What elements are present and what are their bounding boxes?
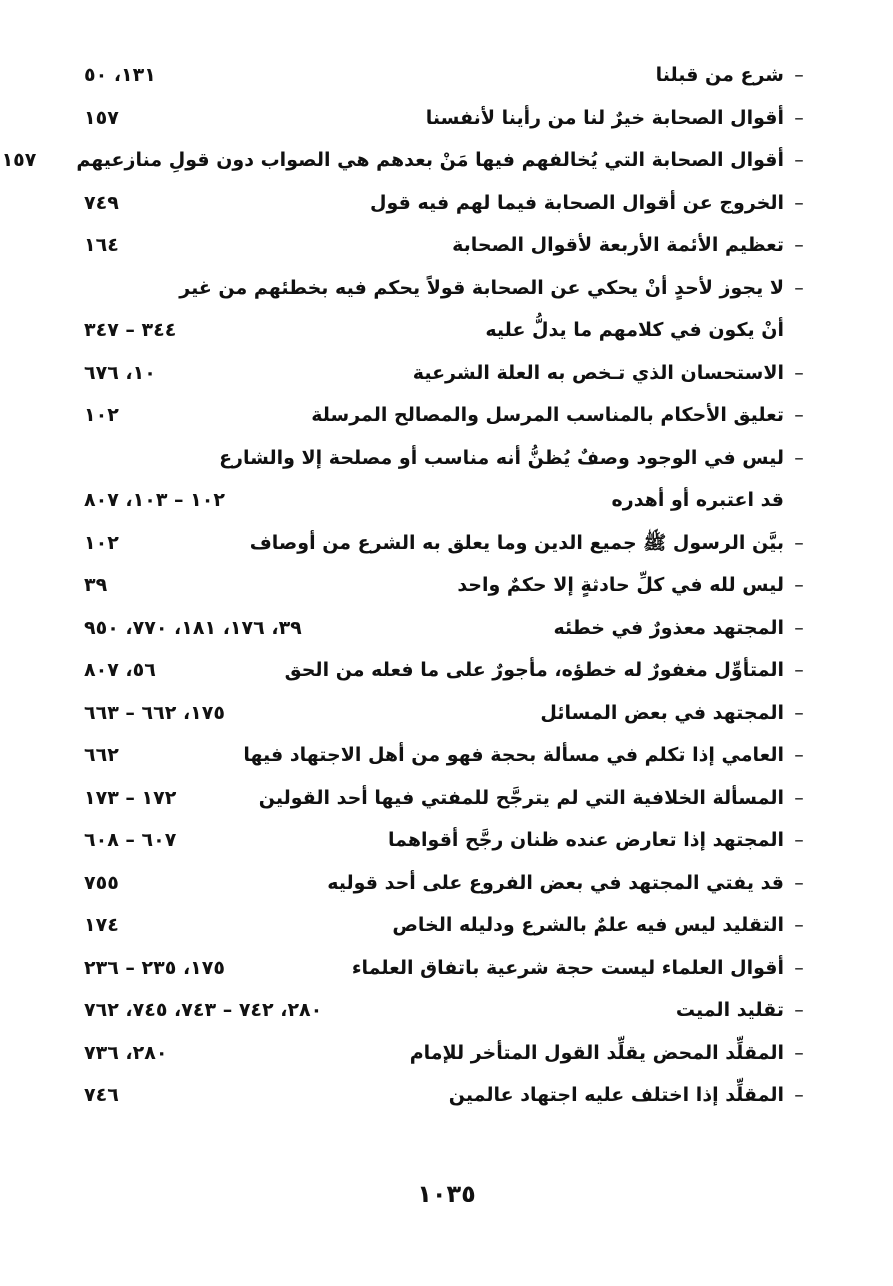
entry-title: أقوال الصحابة التي يُخالفهم فيها مَنْ بعدهم هي الصواب دون قولِ منازعيهم [76,149,784,171]
index-entry [84,1035,814,1078]
entry-dash: – [794,659,804,681]
entry-dash: – [794,701,804,724]
entry-dash: – [794,574,804,596]
subject-index-list [1,57,814,1120]
entry-dash: – [794,361,804,384]
entry-dash: – [794,616,804,639]
index-entry [84,1077,814,1120]
entry-title: تقليد الميت [675,999,784,1021]
entry-title: لا يجوز لأحدٍ أنْ يحكي عن الصحابة قولاً يحكم فيه بخطئهم من غير [179,276,784,299]
entry-page-refs: ٧٥٥ [84,871,119,894]
entry-title: ليس لله في كلِّ حادثةٍ إلا حكمٌ واحد [457,574,784,596]
index-entry [84,227,814,270]
entry-dash: – [794,446,804,469]
entry-page-refs: ٧٤٩ [84,191,119,214]
entry-page-refs: ٧٤٦ [84,1084,119,1106]
index-entry [84,312,814,355]
page-number: ١٠٣٥ [417,1180,476,1208]
entry-page-refs: ٢٨٠، ٧٣٦ [84,1041,168,1064]
entry-title: أنْ يكون في كلامهم ما يدلُّ عليه [485,319,784,341]
entry-page-refs: ١٥٧ [84,106,119,129]
entry-page-refs: ١٦٤ [84,234,119,256]
entry-title: المسألة الخلافية التي لم يترجَّح للمفتي فيها أحد القولين [258,786,784,809]
entry-title: المتأوِّل مغفورٌ له خطؤه، مأجورٌ على ما فعله من الحق [284,659,784,681]
entry-dash: – [794,531,804,554]
index-entry [84,610,814,653]
index-entry [84,822,814,865]
index-entry [84,992,814,1035]
entry-title: ليس في الوجود وصفٌ يُظنُّ أنه مناسب أو مصلحة إلا والشارع [219,446,784,469]
entry-title: المجتهد في بعض المسائل [540,701,784,724]
index-entry [84,100,814,143]
entry-title: قد اعتبره أو أهدره [611,489,784,511]
index-entry [84,270,814,313]
entry-title: المجتهد معذورٌ في خطئه [553,616,784,639]
entry-page-refs: ١٣١، ٥٠ [84,64,156,86]
entry-title: بيَّن الرسول ﷺ جميع الدين وما يعلق به الشرع من أوصاف [249,531,784,554]
index-entry [1,142,814,185]
entry-dash: – [794,999,804,1021]
entry-title: أقوال الصحابة خيرٌ لنا من رأينا لأنفسنا [425,106,784,129]
index-entry [84,950,814,993]
index-entry [84,652,814,695]
index-entry [84,185,814,228]
index-entry [84,355,814,398]
index-entry [84,57,814,100]
entry-page-refs: ١٧٢ – ١٧٣ [84,786,177,809]
entry-page-refs: ٢٨٠، ٧٤٢ – ٧٤٣، ٧٤٥، ٧٦٢ [84,999,323,1021]
entry-dash: – [794,829,804,851]
entry-title: الاستحسان الذي تـخص به العلة الشرعية [412,361,784,384]
entry-page-refs: ٣٩، ١٧٦، ١٨١، ٧٧٠، ٩٥٠ [84,616,302,639]
index-entry [84,397,814,440]
index-entry [84,482,814,525]
entry-dash: – [794,191,804,214]
entry-dash: – [794,276,804,299]
index-entry [84,525,814,568]
index-entry [84,780,814,823]
entry-page-refs: ٦٠٧ – ٦٠٨ [84,829,177,851]
entry-page-refs: ١٠٢ [84,531,119,554]
entry-title: أقوال العلماء ليست حجة شرعية باتفاق العلماء [351,956,784,979]
index-entry [84,737,814,780]
entry-dash: – [794,234,804,256]
index-entry [84,440,814,483]
index-entry [84,695,814,738]
entry-page-refs: ١٧٥، ٦٦٢ – ٦٦٣ [84,701,225,724]
entry-dash: – [794,744,804,766]
entry-title: المجتهد إذا تعارض عنده ظنان رجَّح أقواهما [388,829,784,851]
entry-page-refs: ١٧٤ [84,914,119,936]
entry-page-refs: ١٠٢ [84,404,119,426]
entry-dash: – [794,149,804,171]
entry-title: المقلِّد المحض يقلِّد القول المتأخر للإمام [409,1041,784,1064]
entry-page-refs: ١٥٧ [1,149,37,171]
entry-dash: – [794,106,804,129]
entry-dash: – [794,871,804,894]
entry-dash: – [794,1084,804,1106]
entry-page-refs: ١٧٥، ٢٣٥ – ٢٣٦ [84,956,225,979]
entry-page-refs: ١٠، ٦٧٦ [84,361,156,384]
entry-dash: – [794,914,804,936]
entry-page-refs: ١٠٢ – ١٠٣، ٨٠٧ [84,489,225,511]
entry-dash: – [794,956,804,979]
entry-title: المقلِّد إذا اختلف عليه اجتهاد عالمين [448,1084,784,1106]
entry-dash: – [794,64,804,86]
entry-title: قد يفتي المجتهد في بعض الفروع على أحد قوليه [327,871,784,894]
entry-page-refs: ٦٦٢ [84,744,119,766]
entry-page-refs: ٣٩ [84,574,108,596]
entry-title: تعليق الأحكام بالمناسب المرسل والمصالح المرسلة [311,404,784,426]
entry-title: التقليد ليس فيه علمٌ بالشرع ودليله الخاص [392,914,784,936]
entry-dash: – [794,786,804,809]
entry-title: تعظيم الأئمة الأربعة لأقوال الصحابة [452,234,784,256]
entry-title: العامي إذا تكلم في مسألة بحجة فهو من أهل الاجتهاد فيها [243,744,784,766]
entry-title: الخروج عن أقوال الصحابة فيما لهم فيه قول [370,191,784,214]
index-entry [84,907,814,950]
entry-dash: – [794,404,804,426]
index-entry [84,865,814,908]
entry-dash: – [794,1041,804,1064]
entry-page-refs: ٥٦، ٨٠٧ [84,659,156,681]
entry-page-refs: ٣٤٤ – ٣٤٧ [84,319,177,341]
entry-title: شرع من قبلنا [655,64,784,86]
index-entry [84,567,814,610]
